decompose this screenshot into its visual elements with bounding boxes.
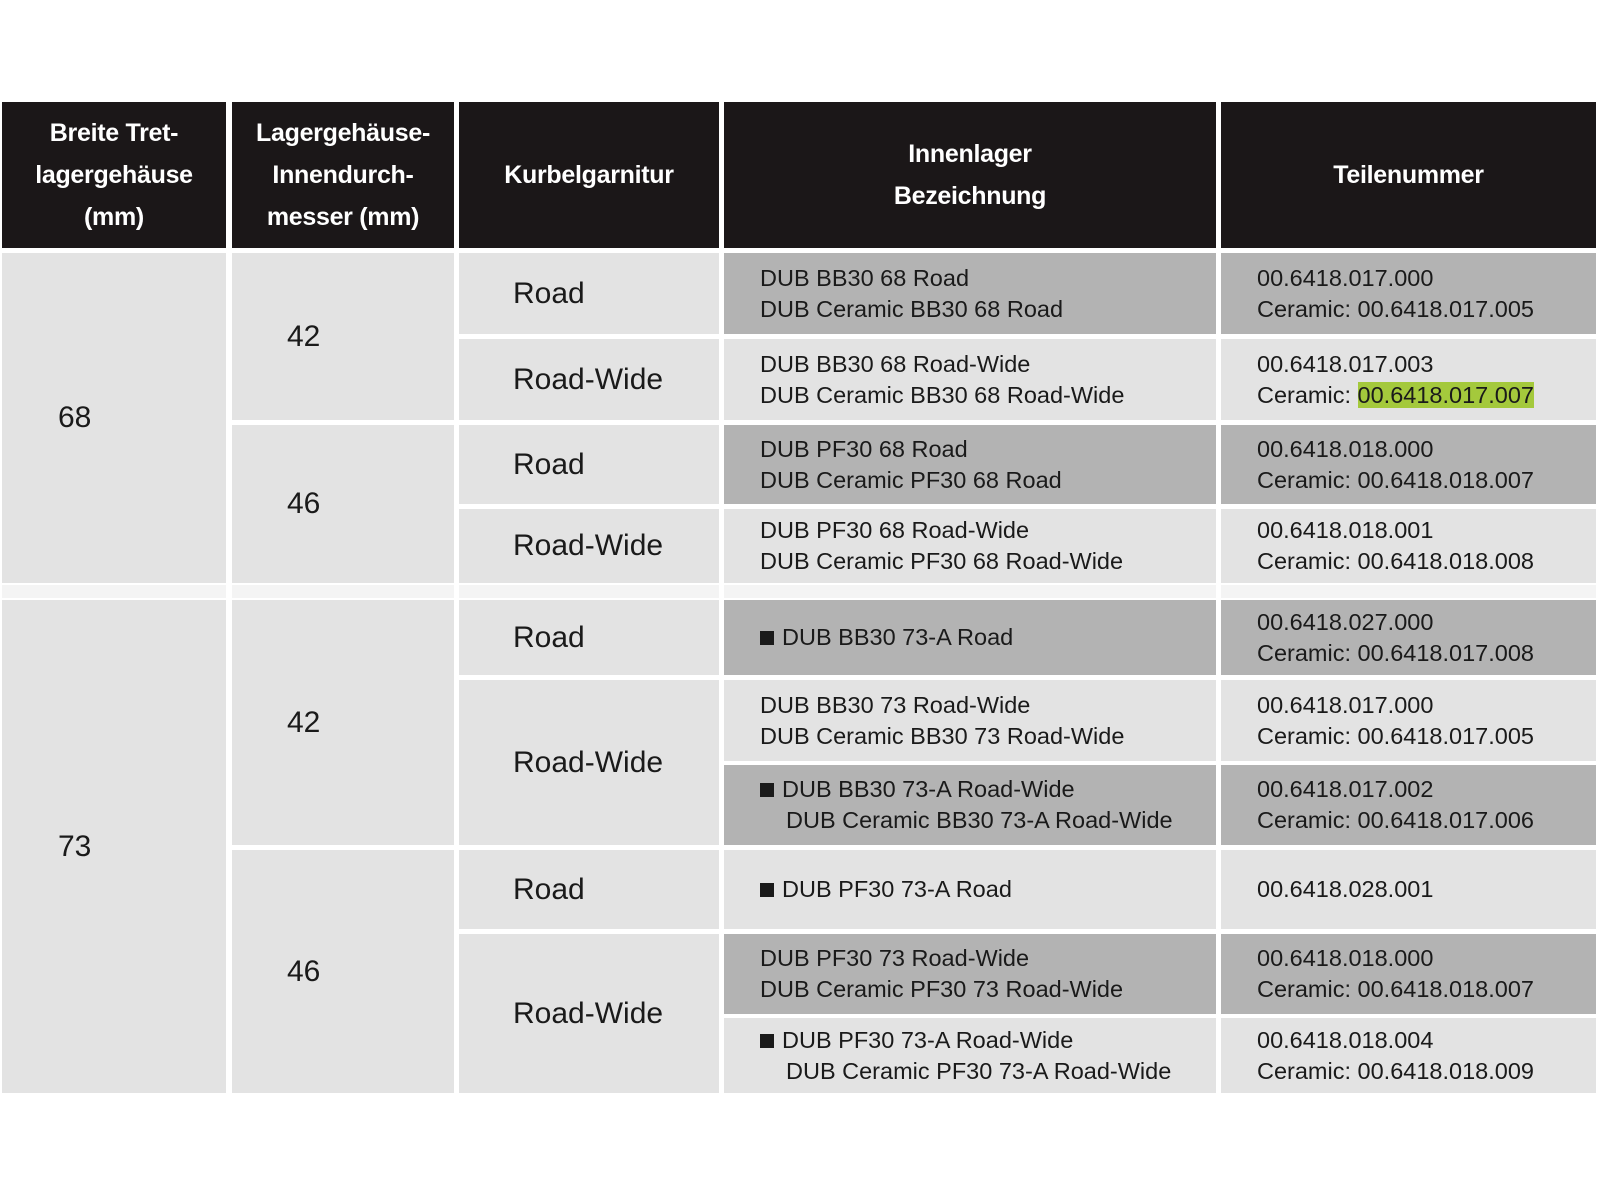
column-header xyxy=(2,102,226,248)
ceramic-part-number: 00.6418.017.005 xyxy=(1357,295,1534,322)
header-line: Innendurch- xyxy=(272,161,414,189)
ceramic-part-line xyxy=(1257,805,1596,836)
designation-text: DUB PF30 68 Road-Wide xyxy=(760,517,1030,543)
designation-line xyxy=(760,546,1216,577)
designation-text: DUB Ceramic BB30 68 Road xyxy=(760,295,1064,322)
ceramic-part-line xyxy=(1257,721,1596,752)
designation-line xyxy=(760,622,1216,653)
ceramic-label: Ceramic: xyxy=(1257,466,1352,493)
ceramic-part-number: 00.6418.017.006 xyxy=(1357,807,1534,833)
ceramic-part-number: 00.6418.017.005 xyxy=(1357,722,1534,749)
header-line: Lagergehäuse- xyxy=(256,119,430,147)
designation-line xyxy=(760,774,1216,805)
crankset-cell xyxy=(459,850,719,929)
inner-diameter-cell xyxy=(232,600,454,845)
crankset-name: Road-Wide xyxy=(513,362,664,396)
inner-diameter-cell xyxy=(232,425,454,583)
part-number: 00.6418.017.000 xyxy=(1257,264,1434,291)
designation-text: DUB Ceramic PF30 68 Road-Wide xyxy=(760,548,1124,574)
ceramic-label: Ceramic: xyxy=(1257,722,1352,749)
designation-text: DUB PF30 68 Road xyxy=(760,435,968,462)
group-separator xyxy=(2,585,226,598)
inner-diameter-value: 46 xyxy=(287,954,321,988)
designation-text: DUB Ceramic PF30 73 Road-Wide xyxy=(760,976,1124,1002)
part-number: 00.6418.018.000 xyxy=(1257,435,1434,462)
part-number: 00.6418.017.003 xyxy=(1257,350,1434,377)
designation-line xyxy=(760,690,1216,721)
ceramic-part-line xyxy=(1257,380,1596,411)
inner-diameter-cell xyxy=(232,253,454,420)
designation-line xyxy=(760,465,1216,496)
part-number-cell xyxy=(1221,680,1596,761)
bearing-designation-cell xyxy=(724,850,1216,929)
shell-width-value: 73 xyxy=(58,829,92,863)
bearing-designation-cell xyxy=(724,509,1216,583)
designation-line xyxy=(760,1025,1216,1056)
square-marker-icon xyxy=(760,1034,774,1048)
header-line: lagergehäuse xyxy=(35,161,193,189)
square-marker-icon xyxy=(760,783,774,797)
designation-line xyxy=(760,874,1216,905)
inner-diameter-value: 46 xyxy=(287,487,321,520)
crankset-name: Road xyxy=(513,872,585,906)
ceramic-label: Ceramic: xyxy=(1257,381,1352,408)
designation-text: DUB PF30 73-A Road xyxy=(782,876,1012,902)
designation-text: DUB BB30 73-A Road-Wide xyxy=(782,776,1075,802)
ceramic-label: Ceramic: xyxy=(1257,295,1352,322)
bearing-designation-cell xyxy=(724,339,1216,420)
ceramic-part-line xyxy=(1257,465,1596,496)
designation-line xyxy=(760,1056,1216,1087)
ceramic-part-line xyxy=(1257,1056,1596,1087)
ceramic-part-number: 00.6418.018.007 xyxy=(1357,976,1534,1002)
designation-text: DUB BB30 73-A Road xyxy=(782,624,1014,650)
bearing-designation-cell xyxy=(724,425,1216,504)
part-number: 00.6418.028.001 xyxy=(1257,876,1434,902)
ceramic-label: Ceramic: xyxy=(1257,976,1352,1002)
designation-text: DUB Ceramic BB30 73-A Road-Wide xyxy=(786,807,1173,833)
ceramic-label: Ceramic: xyxy=(1257,807,1352,833)
ceramic-label: Ceramic: xyxy=(1257,548,1352,574)
crankset-cell xyxy=(459,934,719,1093)
designation-text: DUB BB30 73 Road-Wide xyxy=(760,691,1031,718)
part-number: 00.6418.018.001 xyxy=(1257,517,1434,543)
part-number: 00.6418.018.000 xyxy=(1257,945,1434,971)
ceramic-part-number: 00.6418.018.008 xyxy=(1357,548,1534,574)
ceramic-part-number: 00.6418.017.007 xyxy=(1357,381,1534,408)
part-number-cell xyxy=(1221,934,1596,1014)
designation-text: DUB PF30 73 Road-Wide xyxy=(760,945,1030,971)
column-header xyxy=(459,102,719,248)
part-number-cell xyxy=(1221,600,1596,675)
bearing-designation-cell xyxy=(724,680,1216,761)
designation-line xyxy=(760,294,1216,325)
header-line: Innenlager xyxy=(908,140,1032,168)
header-line: messer (mm) xyxy=(266,203,420,231)
bearing-designation-cell xyxy=(724,253,1216,334)
shell-width-cell xyxy=(2,600,226,1093)
designation-text: DUB Ceramic BB30 68 Road-Wide xyxy=(760,381,1125,408)
column-header xyxy=(724,102,1216,248)
crankset-name: Road-Wide xyxy=(513,745,664,779)
crankset-cell xyxy=(459,339,719,420)
crankset-cell xyxy=(459,680,719,845)
bearing-designation-cell xyxy=(724,765,1216,845)
crankset-cell xyxy=(459,600,719,675)
part-number-cell xyxy=(1221,339,1596,420)
header-line: Bezeichnung xyxy=(893,182,1047,210)
designation-line xyxy=(760,434,1216,465)
part-number: 00.6418.018.004 xyxy=(1257,1026,1434,1053)
square-marker-icon xyxy=(760,883,774,897)
part-number-cell xyxy=(1221,850,1596,929)
bearing-designation-cell xyxy=(724,1018,1216,1093)
ceramic-part-line xyxy=(1257,294,1596,325)
designation-text: DUB Ceramic BB30 73 Road-Wide xyxy=(760,722,1125,749)
crankset-name: Road-Wide xyxy=(513,996,664,1030)
part-number-cell xyxy=(1221,765,1596,845)
ceramic-label: Ceramic: xyxy=(1257,1057,1352,1084)
bearing-designation-cell xyxy=(724,600,1216,675)
group-separator xyxy=(1221,585,1596,598)
column-header xyxy=(232,102,454,248)
inner-diameter-value: 42 xyxy=(287,319,321,353)
ceramic-part-number: 00.6418.017.008 xyxy=(1357,639,1534,666)
designation-text: DUB BB30 68 Road-Wide xyxy=(760,350,1031,377)
designation-line xyxy=(760,805,1216,836)
designation-line xyxy=(760,515,1216,546)
designation-text: DUB BB30 68 Road xyxy=(760,264,970,291)
group-separator xyxy=(724,585,1216,598)
inner-diameter-value: 42 xyxy=(287,705,321,739)
crankset-name: Road xyxy=(513,276,585,310)
part-number: 00.6418.017.000 xyxy=(1257,691,1434,718)
part-number-cell xyxy=(1221,425,1596,504)
designation-line xyxy=(760,349,1216,380)
ceramic-label: Ceramic: xyxy=(1257,639,1352,666)
ceramic-part-number: 00.6418.018.009 xyxy=(1357,1057,1534,1084)
designation-line xyxy=(760,721,1216,752)
part-number-cell xyxy=(1221,253,1596,334)
crankset-cell xyxy=(459,253,719,334)
inner-diameter-cell xyxy=(232,850,454,1093)
part-number: 00.6418.027.000 xyxy=(1257,608,1434,635)
part-number: 00.6418.017.002 xyxy=(1257,776,1434,802)
crankset-cell xyxy=(459,509,719,583)
crankset-cell xyxy=(459,425,719,504)
designation-text: DUB Ceramic PF30 73-A Road-Wide xyxy=(786,1057,1172,1084)
crankset-name: Road-Wide xyxy=(513,529,664,562)
group-separator xyxy=(459,585,719,598)
ceramic-part-line xyxy=(1257,974,1596,1005)
shell-width-value: 68 xyxy=(58,401,92,434)
crankset-name: Road xyxy=(513,620,585,654)
group-separator xyxy=(232,585,454,598)
part-number-cell xyxy=(1221,1018,1596,1093)
designation-line xyxy=(760,380,1216,411)
ceramic-part-line xyxy=(1257,546,1596,577)
shell-width-cell xyxy=(2,253,226,583)
part-number-cell xyxy=(1221,509,1596,583)
ceramic-part-number: 00.6418.018.007 xyxy=(1357,466,1534,493)
designation-line xyxy=(760,943,1216,974)
designation-text: DUB Ceramic PF30 68 Road xyxy=(760,466,1062,493)
header-line: Breite Tret- xyxy=(49,119,179,147)
ceramic-part-line xyxy=(1257,638,1596,669)
crankset-name: Road xyxy=(513,447,585,481)
column-header xyxy=(1221,102,1596,248)
designation-line xyxy=(760,974,1216,1005)
designation-text: DUB PF30 73-A Road-Wide xyxy=(782,1026,1074,1053)
square-marker-icon xyxy=(760,631,774,645)
header-line: Teilenummer xyxy=(1333,161,1484,189)
header-line: (mm) xyxy=(84,203,144,231)
bearing-designation-cell xyxy=(724,934,1216,1014)
header-line: Kurbelgarnitur xyxy=(504,161,674,189)
designation-line xyxy=(760,263,1216,294)
